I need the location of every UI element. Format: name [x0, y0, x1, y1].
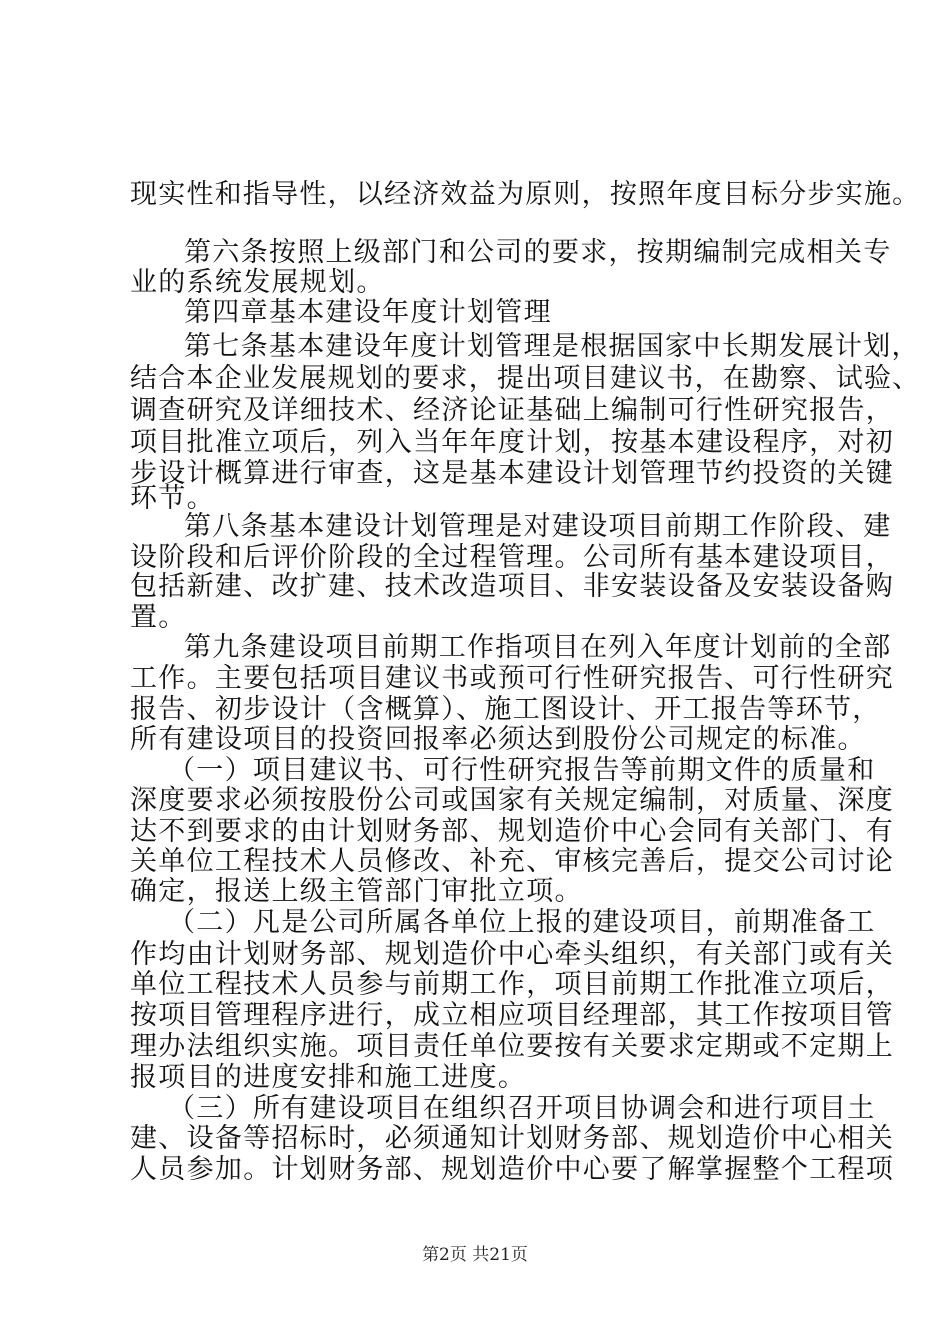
text-line: 建、设备等招标时，必须通知计划财务部、规划造价中心相关	[130, 1123, 895, 1154]
text-line: 报项目的进度安排和施工进度。	[130, 1062, 527, 1093]
text-line: 包括新建、改扩建、技术改造项目、非安装设备及安装设备购	[130, 571, 895, 602]
text-line: （二）凡是公司所属各单位上报的建设项目，前期准备工	[168, 907, 876, 938]
text-line: 深度要求必须按股份公司或国家有关规定编制，对质量、深度	[130, 785, 895, 816]
text-line: 第八条基本建设计划管理是对建设项目前期工作阶段、建	[184, 511, 892, 542]
text-line: 作均由计划财务部、规划造价中心牵头组织，有关部门或有关	[130, 939, 895, 970]
text-line: 第七条基本建设年度计划管理是根据国家中长期发展计划，	[184, 331, 920, 362]
text-line: 设阶段和后评价阶段的全过程管理。公司所有基本建设项目，	[130, 542, 895, 573]
text-line: 达不到要求的由计划财务部、规划造价中心会同有关部门、有	[130, 816, 895, 847]
text-line: 按项目管理程序进行，成立相应项目经理部，其工作按项目管	[130, 1000, 895, 1031]
text-line: 步设计概算进行审查，这是基本建设计划管理节约投资的关键	[130, 458, 895, 489]
text-line: 关单位工程技术人员修改、补充、审核完善后，提交公司讨论	[130, 846, 895, 877]
text-line: 业的系统发展规划。	[130, 267, 385, 298]
page-number-footer: 第2页 共21页	[422, 1245, 528, 1265]
text-line: 工作。主要包括项目建议书或预可行性研究报告、可行性研究	[130, 663, 895, 694]
text-line: 单位工程技术人员参与前期工作，项目前期工作批准立项后，	[130, 969, 895, 1000]
section-heading: 第四章基本建设年度计划管理	[184, 297, 552, 328]
text-line: 第九条建设项目前期工作指项目在列入年度计划前的全部	[184, 632, 892, 663]
text-line: 所有建设项目的投资回报率必须达到股份公司规定的标准。	[130, 724, 866, 755]
text-line: 人员参加。计划财务部、规划造价中心要了解掌握整个工程项	[130, 1154, 895, 1185]
text-line: 置。	[130, 602, 187, 633]
text-line: （三）所有建设项目在组织召开项目协调会和进行项目土	[168, 1093, 876, 1124]
text-line: 项目批准立项后，列入当年年度计划，按基本建设程序，对初	[130, 427, 895, 458]
text-line: 环节。	[130, 483, 215, 514]
text-line: 确定，报送上级主管部门审批立项。	[130, 876, 583, 907]
text-line: 结合本企业发展规划的要求，提出项目建议书，在勘察、试验、	[130, 363, 921, 394]
text-line: 第六条按照上级部门和公司的要求，按期编制完成相关专	[184, 237, 892, 268]
text-line: （一）项目建议书、可行性研究报告等前期文件的质量和	[168, 755, 876, 786]
text-line: 理办法组织实施。项目责任单位要按有关要求定期或不定期上	[130, 1031, 895, 1062]
text-line: 调查研究及详细技术、经济论证基础上编制可行性研究报告，	[130, 395, 895, 426]
text-line: 现实性和指导性，以经济效益为原则，按照年度目标分步实施。	[130, 179, 921, 210]
text-line: 报告、初步设计（含概算）、施工图设计、开工报告等环节，	[130, 694, 881, 725]
